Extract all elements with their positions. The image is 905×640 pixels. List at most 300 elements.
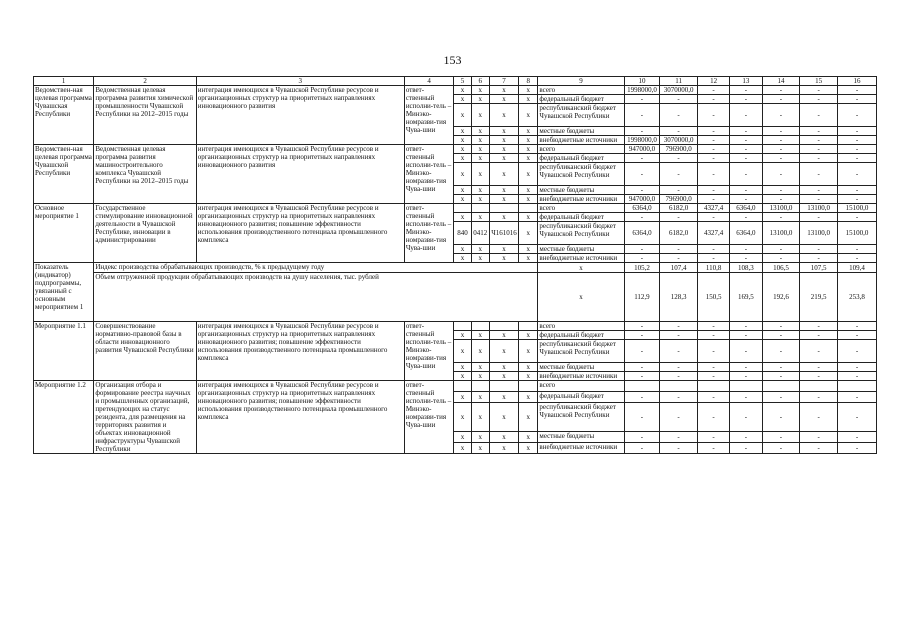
value-cell: - [800, 104, 838, 127]
value-cell: - [762, 127, 800, 136]
code-cell: x [454, 331, 471, 340]
value-cell: - [660, 213, 698, 222]
funding-source-cell: местные бюджеты [538, 127, 624, 136]
value-cell: - [624, 372, 660, 381]
value-cell: - [624, 392, 660, 403]
code-cell: x [489, 136, 518, 145]
value-cell: 6364,0 [730, 222, 762, 245]
funding-source-cell: республиканский бюджет Чувашской Республики [538, 222, 624, 245]
value-cell: - [838, 431, 877, 442]
value-cell: - [762, 154, 800, 163]
value-cell: - [730, 245, 762, 254]
funding-source-cell: внебюджетные источники [538, 442, 624, 453]
header-row [34, 77, 877, 86]
value-cell: - [730, 442, 762, 453]
funding-source-cell: федеральный бюджет [538, 154, 624, 163]
program-title-cell: Организация отбора и формирование реестра научных и промышленных организаций, претендующих на статус резидента, для размещения на территориях развития и объектах инновационной инфраструктуры Чувашской Республики [94, 381, 196, 454]
code-cell [471, 204, 489, 213]
funding-source-cell: внебюджетные источники [538, 195, 624, 204]
value-cell: - [624, 403, 660, 431]
value-cell: - [800, 127, 838, 136]
value-cell: 13100,0 [800, 204, 838, 213]
code-cell: x [519, 104, 538, 127]
code-cell: x [471, 186, 489, 195]
code-cell: x [489, 195, 518, 204]
code-cell: x [454, 163, 471, 186]
value-cell: - [624, 322, 660, 331]
value-cell [762, 381, 800, 392]
code-cell: x [454, 340, 471, 363]
value-cell: - [800, 213, 838, 222]
value-cell: - [624, 213, 660, 222]
value-cell: 253,8 [838, 273, 877, 322]
table-row [34, 204, 877, 213]
value-cell: - [697, 127, 729, 136]
code-cell: x [489, 245, 518, 254]
value-cell: - [762, 340, 800, 363]
page-number: 153 [443, 53, 462, 67]
column-number: 16 [838, 77, 877, 86]
value-cell: - [800, 95, 838, 104]
value-cell: - [838, 363, 877, 372]
code-cell: x [471, 163, 489, 186]
indicator-text-cell: Индекс производства обрабатывающих производств, % к предыдущему году [94, 263, 538, 273]
unit-cell: x [538, 273, 624, 322]
value-cell: 107,5 [800, 263, 838, 273]
code-cell: x [454, 154, 471, 163]
indicator-name-cell: Показатель (индикатор) подпрограммы, увязанный с основным мероприятием 1 [34, 263, 94, 322]
value-cell: - [624, 442, 660, 453]
value-cell: - [660, 104, 698, 127]
value-cell: 947000,0 [624, 145, 660, 154]
funding-source-cell: местные бюджеты [538, 431, 624, 442]
code-cell: x [489, 254, 518, 263]
table-row [34, 381, 877, 392]
value-cell: - [697, 95, 729, 104]
unit-cell: x [538, 263, 624, 273]
program-title-cell: Государственное стимулирование инновационной деятельности в Чувашской Республике, инновации в администрировании [94, 204, 196, 263]
value-cell: - [730, 372, 762, 381]
code-cell: x [489, 363, 518, 372]
column-number: 6 [471, 77, 489, 86]
value-cell: - [697, 363, 729, 372]
value-cell: - [697, 104, 729, 127]
code-cell: x [471, 431, 489, 442]
code-cell: x [454, 245, 471, 254]
value-cell: - [697, 186, 729, 195]
value-cell: - [697, 322, 729, 331]
value-cell: - [838, 442, 877, 453]
column-number: 10 [624, 77, 660, 86]
value-cell: - [762, 163, 800, 186]
value-cell: - [800, 186, 838, 195]
code-cell: x [454, 186, 471, 195]
code-cell: x [519, 403, 538, 431]
value-cell: - [730, 392, 762, 403]
value-cell: - [624, 127, 660, 136]
value-cell: - [730, 95, 762, 104]
value-cell: - [730, 213, 762, 222]
value-cell: - [697, 254, 729, 263]
value-cell: - [762, 145, 800, 154]
value-cell: - [624, 340, 660, 363]
value-cell: - [697, 245, 729, 254]
code-cell: x [454, 254, 471, 263]
value-cell: - [762, 254, 800, 263]
value-cell: - [800, 86, 838, 95]
funding-source-cell: федеральный бюджет [538, 331, 624, 340]
program-table [33, 76, 877, 454]
funding-source-cell: республиканский бюджет Чувашской Республики [538, 163, 624, 186]
code-cell: x [489, 213, 518, 222]
value-cell [800, 381, 838, 392]
funding-source-cell: всего [538, 381, 624, 392]
column-number: 5 [454, 77, 471, 86]
funding-source-cell: республиканский бюджет Чувашской Республики [538, 340, 624, 363]
value-cell: 796900,0 [660, 145, 698, 154]
value-cell: 6364,0 [624, 222, 660, 245]
value-cell: - [730, 331, 762, 340]
column-number: 14 [762, 77, 800, 86]
code-cell: x [471, 154, 489, 163]
code-cell: x [454, 442, 471, 453]
code-cell: x [519, 95, 538, 104]
executor-cell: ответ-ственный исполни-тель – Минэко-номразви-тия Чува-шии [404, 381, 454, 454]
code-cell: x [454, 392, 471, 403]
program-title-cell: Совершенствование нормативно-правовой базы в области инновационного развития Чувашской Республики [94, 322, 196, 381]
value-cell: - [730, 322, 762, 331]
code-cell: x [471, 245, 489, 254]
code-cell: x [519, 372, 538, 381]
value-cell: - [660, 127, 698, 136]
column-number: 15 [800, 77, 838, 86]
value-cell: - [838, 163, 877, 186]
value-cell: - [838, 403, 877, 431]
value-cell: 112,9 [624, 273, 660, 322]
value-cell: 107,4 [660, 263, 698, 273]
value-cell: 150,5 [697, 273, 729, 322]
value-cell: 108,3 [730, 263, 762, 273]
value-cell: - [697, 195, 729, 204]
value-cell: - [697, 145, 729, 154]
code-cell: x [454, 95, 471, 104]
description-cell: интеграция имеющихся в Чувашской Республике ресурсов и организационных структур на приоритетных направлениях инновационного развития [196, 86, 404, 145]
description-cell: интеграция имеющихся в Чувашской Республике ресурсов и организационных структур на приоритетных направлениях инновационного развития; повышение эффективности использования производственного потенциала промышленного комплекса [196, 381, 404, 454]
code-cell: x [489, 340, 518, 363]
code-cell: x [471, 331, 489, 340]
column-number: 12 [697, 77, 729, 86]
value-cell: 128,3 [660, 273, 698, 322]
value-cell: 4327,4 [697, 222, 729, 245]
value-cell: - [660, 392, 698, 403]
value-cell: - [800, 442, 838, 453]
code-cell: x [489, 127, 518, 136]
code-cell: x [471, 363, 489, 372]
value-cell: 13100,0 [762, 222, 800, 245]
value-cell: - [838, 127, 877, 136]
value-cell: - [838, 86, 877, 95]
code-cell: x [489, 145, 518, 154]
funding-source-cell: местные бюджеты [538, 363, 624, 372]
value-cell: - [762, 195, 800, 204]
value-cell: - [624, 95, 660, 104]
code-cell: x [489, 154, 518, 163]
value-cell: - [730, 195, 762, 204]
code-cell: x [454, 403, 471, 431]
code-cell: x [489, 163, 518, 186]
value-cell: - [730, 104, 762, 127]
column-number: 1 [34, 77, 94, 86]
funding-source-cell: внебюджетные источники [538, 254, 624, 263]
value-cell: 1998000,0 [624, 86, 660, 95]
program-title-cell: Ведомственная целевая программа развития машиностроительного комплекса Чувашской Республики на 2012–2015 годы [94, 145, 196, 204]
value-cell: 3070000,0 [660, 86, 698, 95]
code-cell: x [454, 86, 471, 95]
value-cell: - [762, 442, 800, 453]
column-number: 11 [660, 77, 698, 86]
executor-cell: ответ-ственный исполни-тель – Минэко-номразви-тия Чува-шии [404, 204, 454, 263]
description-cell: интеграция имеющихся в Чувашской Республике ресурсов и организационных структур на приоритетных направлениях инновационного развития [196, 145, 404, 204]
code-cell: x [489, 86, 518, 95]
code-cell: x [454, 431, 471, 442]
description-cell: интеграция имеющихся в Чувашской Республике ресурсов и организационных структур на приоритетных направлениях инновационного развития; повышение эффективности использования производственного потенциала промышленного комплекса [196, 322, 404, 381]
code-cell: x [471, 213, 489, 222]
value-cell: 947000,0 [624, 195, 660, 204]
value-cell: - [838, 340, 877, 363]
value-cell: - [697, 163, 729, 186]
value-cell: - [730, 186, 762, 195]
value-cell: - [697, 331, 729, 340]
code-cell [519, 322, 538, 331]
value-cell: 1998000,0 [624, 136, 660, 145]
value-cell: - [660, 245, 698, 254]
value-cell: - [762, 213, 800, 222]
code-cell: x [519, 222, 538, 245]
value-cell: - [800, 163, 838, 186]
value-cell: - [730, 86, 762, 95]
value-cell: 3070000,0 [660, 136, 698, 145]
column-number: 2 [94, 77, 196, 86]
value-cell [838, 381, 877, 392]
code-cell: x [519, 145, 538, 154]
code-cell: Ч161016 [489, 222, 518, 245]
code-cell [454, 204, 471, 213]
value-cell: - [838, 104, 877, 127]
value-cell: 105,2 [624, 263, 660, 273]
value-cell: 192,6 [762, 273, 800, 322]
program-title-cell: Ведомственная целевая программа развития химической промышленности Чувашской Республики на 2012–2015 годы [94, 86, 196, 145]
value-cell: - [762, 322, 800, 331]
value-cell: - [838, 254, 877, 263]
value-cell: 6364,0 [730, 204, 762, 213]
value-cell: 109,4 [838, 263, 877, 273]
value-cell [697, 381, 729, 392]
value-cell: - [800, 154, 838, 163]
value-cell: - [697, 442, 729, 453]
value-cell: 6182,0 [660, 204, 698, 213]
value-cell: - [660, 186, 698, 195]
funding-source-cell: федеральный бюджет [538, 213, 624, 222]
value-cell: - [838, 145, 877, 154]
code-cell: x [471, 254, 489, 263]
value-cell: - [800, 403, 838, 431]
value-cell: - [762, 372, 800, 381]
value-cell: - [624, 104, 660, 127]
value-cell: - [697, 372, 729, 381]
value-cell: - [730, 340, 762, 363]
value-cell: 796900,0 [660, 195, 698, 204]
value-cell: - [624, 245, 660, 254]
status-cell: Мероприятие 1.2 [34, 381, 94, 454]
value-cell: - [730, 163, 762, 186]
description-cell: интеграция имеющихся в Чувашской Республике ресурсов и организационных структур на приоритетных направлениях инновационного развития; повышение эффективности использования производственного потенциала промышленного комплекса [196, 204, 404, 263]
funding-source-cell: всего [538, 145, 624, 154]
code-cell: x [489, 372, 518, 381]
value-cell: - [730, 154, 762, 163]
value-cell: - [800, 322, 838, 331]
value-cell: - [730, 363, 762, 372]
code-cell [489, 322, 518, 331]
value-cell: - [838, 195, 877, 204]
value-cell: - [660, 340, 698, 363]
code-cell: x [471, 145, 489, 154]
code-cell: x [454, 372, 471, 381]
value-cell: - [800, 392, 838, 403]
code-cell: x [489, 431, 518, 442]
value-cell: - [800, 431, 838, 442]
value-cell: - [800, 195, 838, 204]
code-cell: x [519, 213, 538, 222]
value-cell: - [697, 86, 729, 95]
executor-cell: ответ-ственный исполни-тель – Минэко-номразви-тия Чува-шии [404, 86, 454, 145]
funding-source-cell: всего [538, 322, 624, 331]
value-cell: - [660, 372, 698, 381]
value-cell: 15100,0 [838, 204, 877, 213]
indicator-row [34, 273, 877, 322]
value-cell: - [762, 104, 800, 127]
code-cell: x [489, 392, 518, 403]
code-cell: x [489, 403, 518, 431]
code-cell: x [519, 392, 538, 403]
code-cell [519, 381, 538, 392]
value-cell: - [624, 254, 660, 263]
value-cell: - [762, 186, 800, 195]
code-cell: x [471, 127, 489, 136]
funding-source-cell: всего [538, 204, 624, 213]
code-cell: x [489, 186, 518, 195]
indicator-row [34, 263, 877, 273]
code-cell: x [471, 86, 489, 95]
value-cell: - [800, 254, 838, 263]
column-number: 8 [519, 77, 538, 86]
code-cell: x [489, 331, 518, 340]
value-cell [624, 381, 660, 392]
value-cell: - [697, 392, 729, 403]
value-cell: 169,5 [730, 273, 762, 322]
status-cell: Мероприятие 1.1 [34, 322, 94, 381]
code-cell: 0412 [471, 222, 489, 245]
funding-source-cell: местные бюджеты [538, 186, 624, 195]
value-cell: - [800, 363, 838, 372]
column-number: 4 [404, 77, 454, 86]
value-cell: - [730, 403, 762, 431]
code-cell: x [519, 245, 538, 254]
value-cell: - [660, 431, 698, 442]
value-cell: - [800, 245, 838, 254]
code-cell: x [489, 95, 518, 104]
code-cell: x [454, 104, 471, 127]
value-cell: - [730, 145, 762, 154]
value-cell: - [762, 331, 800, 340]
code-cell: x [519, 127, 538, 136]
code-cell: x [471, 392, 489, 403]
value-cell: - [800, 145, 838, 154]
value-cell: - [762, 245, 800, 254]
code-cell [454, 322, 471, 331]
value-cell [730, 381, 762, 392]
table-row [34, 145, 877, 154]
code-cell: x [471, 372, 489, 381]
code-cell: x [519, 136, 538, 145]
code-cell: x [519, 86, 538, 95]
value-cell: - [624, 163, 660, 186]
funding-source-cell: всего [538, 86, 624, 95]
code-cell: x [454, 127, 471, 136]
funding-source-cell: местные бюджеты [538, 245, 624, 254]
value-cell: - [838, 95, 877, 104]
value-cell: - [762, 403, 800, 431]
value-cell: 13100,0 [762, 204, 800, 213]
code-cell: x [471, 104, 489, 127]
code-cell: x [519, 186, 538, 195]
executor-cell: ответ-ственный исполни-тель – Минэко-номразви-тия Чува-шии [404, 322, 454, 381]
value-cell: - [800, 340, 838, 363]
value-cell: - [660, 442, 698, 453]
code-cell: x [519, 331, 538, 340]
code-cell: x [454, 363, 471, 372]
value-cell: - [624, 154, 660, 163]
value-cell: - [697, 154, 729, 163]
value-cell: 4327,4 [697, 204, 729, 213]
value-cell: - [660, 254, 698, 263]
value-cell: - [697, 136, 729, 145]
column-number: 9 [538, 77, 624, 86]
value-cell: - [762, 431, 800, 442]
value-cell: 110,8 [697, 263, 729, 273]
code-cell: x [471, 95, 489, 104]
code-cell: x [471, 195, 489, 204]
value-cell: - [624, 331, 660, 340]
value-cell: - [660, 163, 698, 186]
code-cell: x [519, 154, 538, 163]
value-cell: - [838, 186, 877, 195]
code-cell: 840 [454, 222, 471, 245]
code-cell: x [454, 136, 471, 145]
column-number: 13 [730, 77, 762, 86]
code-cell [519, 204, 538, 213]
value-cell: - [838, 154, 877, 163]
code-cell: x [471, 136, 489, 145]
column-number: 3 [196, 77, 404, 86]
value-cell [660, 381, 698, 392]
value-cell: 219,5 [800, 273, 838, 322]
value-cell: - [838, 322, 877, 331]
value-cell: - [730, 254, 762, 263]
value-cell: 13100,0 [800, 222, 838, 245]
table-row [34, 86, 877, 95]
code-cell: x [489, 104, 518, 127]
value-cell: - [697, 213, 729, 222]
